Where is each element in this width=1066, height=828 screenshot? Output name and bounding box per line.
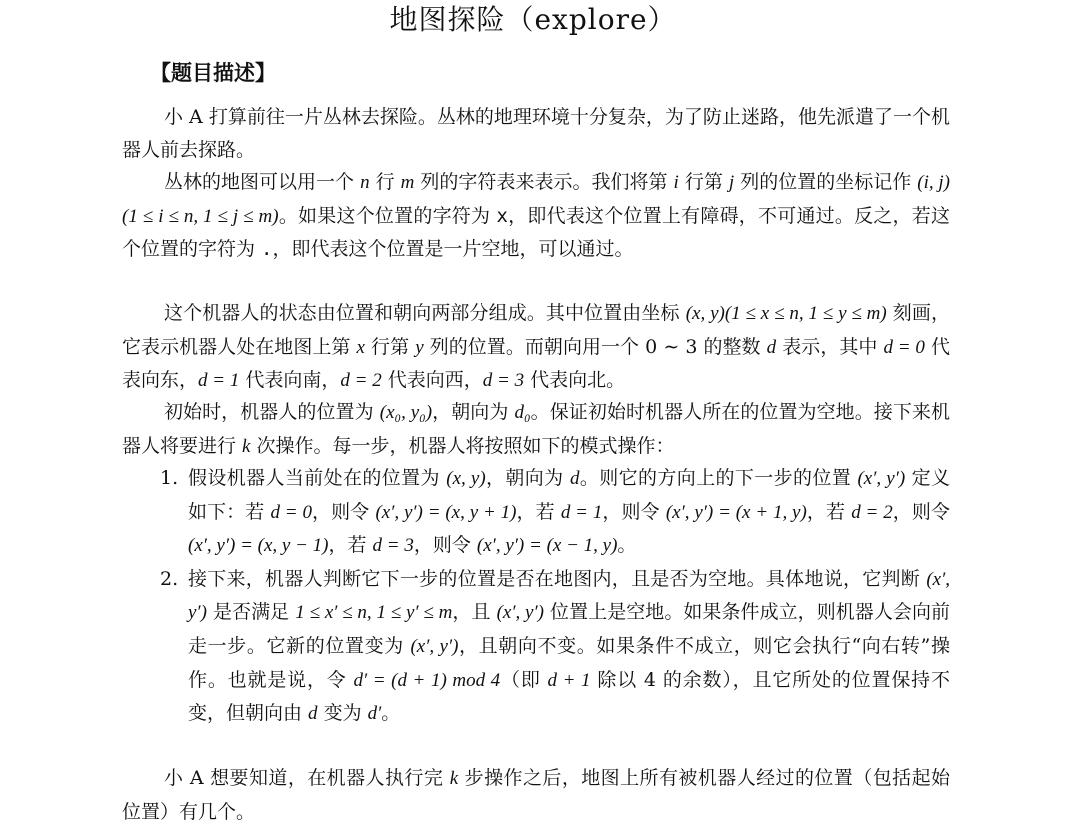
paragraph-state xyxy=(122,297,950,398)
list-item: 2. 接下来，机器人判断它下一步的位置是否在地图内，且是否为空地。具体地说，它判断 (x′, y′) 是否满足 1 ≤ x′ ≤ n, 1 ≤ y′ ≤ m，且 (x′, y′) 位置上是空地。如果条件成立，则机器人会向前走一步。它新的位置变为 (x′, y′)，且朝向不变。如果条件不成立，则它会执行“向右转”操作。也就是说，令 d′ = (d + 1) mod 4（即 d + 1 除以 4 的余数），且它所处的位置保持不变，但朝向由 d 变为 d′。 xyxy=(160,567,950,725)
paragraph-map xyxy=(122,166,950,266)
section-heading: 【题目描述】 xyxy=(150,61,276,85)
paragraph-5: 小 A 想要知道，在机器人执行完 k 步操作之后，地图上所有被机器人经过的位置（包括起始位置）有几个。 xyxy=(122,767,951,823)
paragraph-intro xyxy=(122,101,950,166)
paragraph-2: 丛林的地图可以用一个 n 行 m 列的字符表来表示。我们将第 i 行第 j 列的位置的坐标记作 (i, j)(1 ≤ i ≤ n, 1 ≤ j ≤ m)。如果这个位置的字符为 x，即代表这个位置上有障碍，不可通过。反之，若这个位置的字符为 .，即代表这个位置是一片空地，可以通过。 xyxy=(122,171,950,261)
paragraph-initial xyxy=(122,396,950,463)
paragraph-3: 这个机器人的状态由位置和朝向两部分组成。其中位置由坐标 (x, y)(1 ≤ x ≤ n, 1 ≤ y ≤ m) 刻画，它表示机器人处在地图上第 x 行第 y 列的位置。而朝向用一个 0 ∼ 3 的整数 d 表示，其中 d = 0 代表向东，d = 1 代表向南，d = 2 代表向西，d = 3 代表向北。 xyxy=(122,302,950,392)
page-title: 地图探险（explore） xyxy=(389,3,677,36)
paragraph-question xyxy=(122,762,950,828)
paragraph-1: 小 A 打算前往一片丛林去探险。丛林的地理环境十分复杂，为了防止迷路，他先派遣了一个机器人前去探路。 xyxy=(122,106,950,161)
emphasis-text: 保证初始时机器人所在的位置为空地 xyxy=(549,401,855,423)
paragraph-4: 初始时，机器人的位置为 (x₀, y₀)，朝向为 d₀。保证初始时机器人所在的位置为空地。接下来机器人将要进行 k 次操作。每一步，机器人将按照如下的模式操作： xyxy=(122,401,950,457)
list-item: 1. 假设机器人当前处在的位置为 (x, y)，朝向为 d。则它的方向上的下一步的位置 (x′, y′) 定义如下：若 d = 0，则令 (x′, y′) = (x, y + 1)，若 d = 1，则令 (x′, y′) = (x + 1, y)，若 d = 2，则令 (x′, y′) = (x, y − 1)，若 d = 3，则令 (x′, y′) = (x − 1, y)。 xyxy=(160,467,950,557)
operation-list xyxy=(122,462,950,731)
